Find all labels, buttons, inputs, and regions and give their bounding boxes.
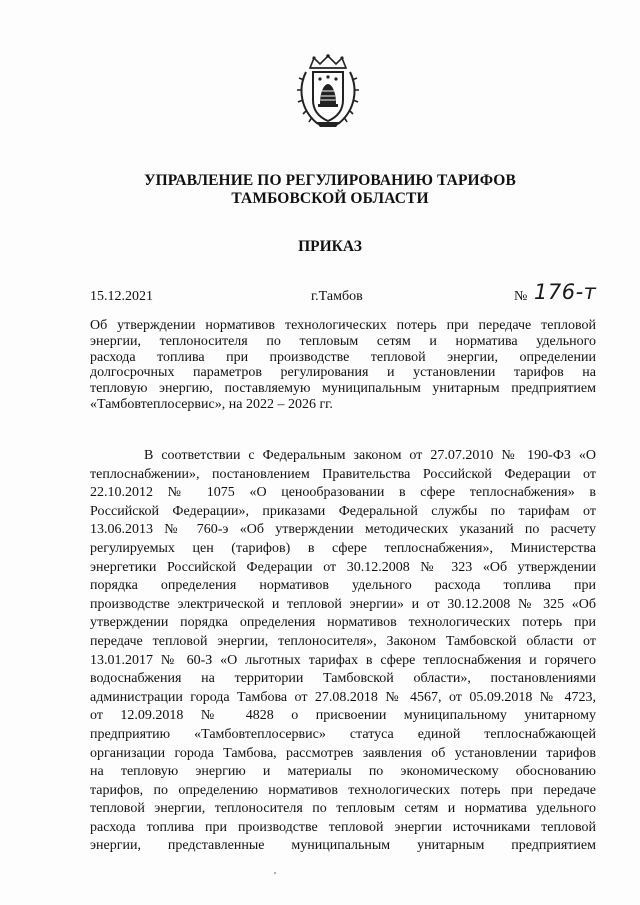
body-line: В соответствии с Федеральным законом от 27.07.2010 № 190-ФЗ «О (144, 448, 596, 463)
document-number-handwritten: 176-т (534, 280, 597, 304)
subject-line: энергии, теплоносителя по тепловым сетям и норматива удельного (90, 333, 596, 349)
document-number-label: № (514, 289, 528, 304)
body-line: порядка определения нормативов удельного расхода топлива при (90, 578, 596, 594)
body-line: энергетики Российской Федерации от 30.12.2008 № 323 «Об утверждении (90, 559, 596, 575)
body-line: от 12.09.2018 № 4828 о присвоении муниципальному унитарному (90, 708, 596, 724)
body-line: передаче тепловой энергии, теплоносителя», Законом Тамбовской области от (90, 633, 596, 649)
subject-line: тепловую энергию, поставляемую муниципальным унитарным предприятием (90, 381, 596, 397)
body-line: энергии, представленные муниципальным унитарным предприятием (90, 838, 596, 854)
body-line: администрации города Тамбова от 27.08.2018 № 4567, от 05.09.2018 № 4723, (90, 689, 596, 705)
document-body (90, 447, 596, 856)
body-line: расхода топлива при производстве тепловой энергии источниками тепловой (90, 819, 596, 835)
body-line: утверждении порядка определения нормативов технологических потерь при (90, 615, 596, 631)
body-line: теплоснабжении», постановлением Правительства Российской Федерации от (90, 466, 596, 482)
document-type-title: ПРИКАЗ (298, 238, 362, 255)
subject-line: долгосрочных параметров регулирования и установлении тарифов на (90, 365, 596, 381)
body-line: 13.01.2017 № 60-З «О льготных тарифах в сфере теплоснабжения и горячего (90, 652, 596, 668)
body-line: 22.10.2012 № 1075 «О ценообразовании в сфере теплоснабжения» в (90, 485, 596, 501)
subject-line: Об утверждении нормативов технологических потерь при передаче тепловой (90, 318, 596, 333)
organization-name-line1: УПРАВЛЕНИЕ ПО РЕГУЛИРОВАНИЮ ТАРИФОВ (144, 172, 516, 189)
body-line: организации города Тамбова, рассмотрев заявления об установлении тарифов (90, 745, 596, 761)
body-line: производстве электрической и тепловой энергии» и от 30.12.2008 № 325 «Об (90, 596, 596, 612)
body-line: тепловой энергии, теплоносителя по тепловым сетям и норматива удельного (90, 801, 596, 817)
organization-name-line2: ТАМБОВСКОЙ ОБЛАСТИ (231, 190, 429, 207)
subject-line: «Тамбовтеплосервис», на 2022 – 2026 гг. (90, 396, 333, 412)
body-line: на тепловую энергию и материалы по экономическому обоснованию (90, 764, 596, 780)
body-line: 13.06.2013 № 760-э «Об утверждении методических указаний по расчету (90, 522, 596, 538)
subject-line: расхода топлива при производстве тепловой энергии, определении (90, 349, 596, 365)
scan-speck (274, 872, 276, 874)
body-line: Российской Федерации», приказами Федеральной службы по тарифам от (90, 503, 596, 519)
body-line: тарифов, по определению нормативов технологических потерь при передаче (90, 782, 596, 798)
document-date: 15.12.2021 (90, 289, 153, 304)
tambov-coat-of-arms-icon (296, 54, 360, 128)
body-line: водоснабжения на территории Тамбовской области», постановлениями (90, 671, 596, 687)
body-line: регулируемых цен (тарифов) в сфере теплоснабжения», Министерства (90, 540, 596, 556)
document-city: г.Тамбов (311, 289, 363, 304)
body-line: предприятию «Тамбовтеплосервис» статуса единой теплоснабжающей (90, 726, 596, 742)
document-subject (90, 318, 596, 413)
